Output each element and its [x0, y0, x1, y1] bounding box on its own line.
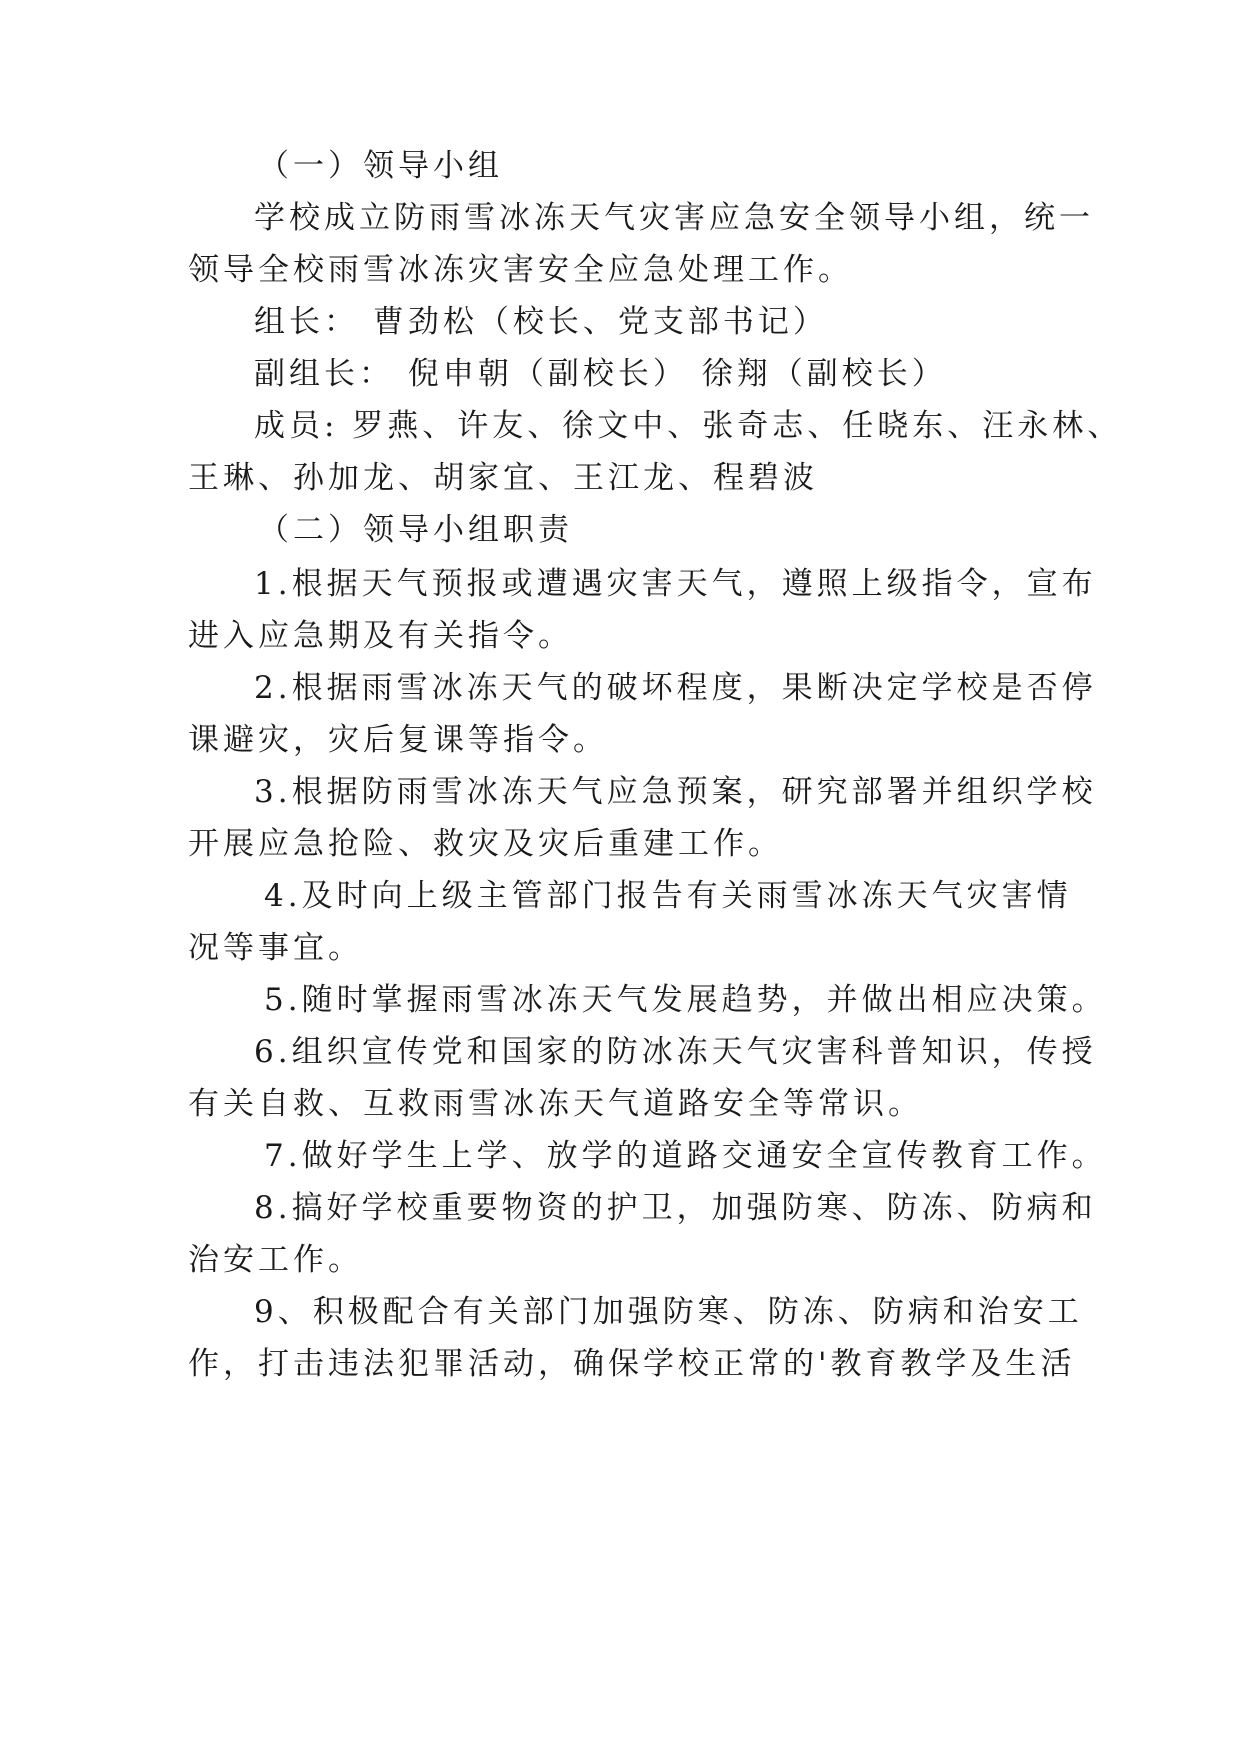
- list-item-1: 1.根据天气预报或遭遇灾害天气，遵照上级指令，宣布: [254, 566, 1097, 602]
- list-item-3: 3.根据防雨雪冰冻天气应急预案，研究部署并组织学校: [254, 774, 1097, 810]
- section-heading-leadership-group: （一）领导小组: [258, 148, 503, 184]
- list-item-6: 6.组织宣传党和国家的防冰冻天气灾害科普知识，传授: [254, 1034, 1097, 1070]
- section-heading-responsibilities: （二）领导小组职责: [258, 512, 573, 548]
- list-item-7: 7.做好学生上学、放学的道路交通安全宣传教育工作。: [264, 1138, 1107, 1174]
- members-line-continued: 王琳、孙加龙、胡家宜、王江龙、程碧波: [188, 460, 818, 496]
- members-line: 成员: 罗燕、许友、徐文中、张奇志、任晓东、汪永林、: [254, 408, 1123, 444]
- list-item-2-continued: 课避灾，灾后复课等指令。: [188, 722, 608, 758]
- list-item-8: 8.搞好学校重要物资的护卫，加强防寒、防冻、防病和: [254, 1190, 1097, 1226]
- list-item-9: 9、积极配合有关部门加强防寒、防冻、防病和治安工: [254, 1294, 1083, 1330]
- group-leader-line: 组长： 曹劲松（校长、党支部书记）: [254, 304, 828, 340]
- list-item-2: 2.根据雨雪冰冻天气的破坏程度，果断决定学校是否停: [254, 670, 1097, 706]
- list-item-8-continued: 治安工作。: [188, 1242, 363, 1278]
- list-item-4: 4.及时向上级主管部门报告有关雨雪冰冻天气灾害情: [264, 878, 1072, 914]
- paragraph-line: 学校成立防雨雪冰冻天气灾害应急安全领导小组，统一: [254, 200, 1094, 236]
- list-item-5: 5.随时掌握雨雪冰冻天气发展趋势，并做出相应决策。: [264, 982, 1107, 1018]
- list-item-3-continued: 开展应急抢险、救灾及灾后重建工作。: [188, 826, 783, 862]
- paragraph-line: 领导全校雨雪冰冻灾害安全应急处理工作。: [188, 252, 853, 288]
- list-item-6-continued: 有关自救、互救雨雪冰冻天气道路安全等常识。: [188, 1086, 923, 1122]
- list-item-1-continued: 进入应急期及有关指令。: [188, 618, 573, 654]
- list-item-9-continued: 作，打击违法犯罪活动，确保学校正常的'教育教学及生活: [188, 1346, 1076, 1382]
- list-item-4-continued: 况等事宜。: [188, 930, 363, 966]
- deputy-leader-line: 副组长： 倪申朝（副校长） 徐翔（副校长）: [254, 356, 947, 392]
